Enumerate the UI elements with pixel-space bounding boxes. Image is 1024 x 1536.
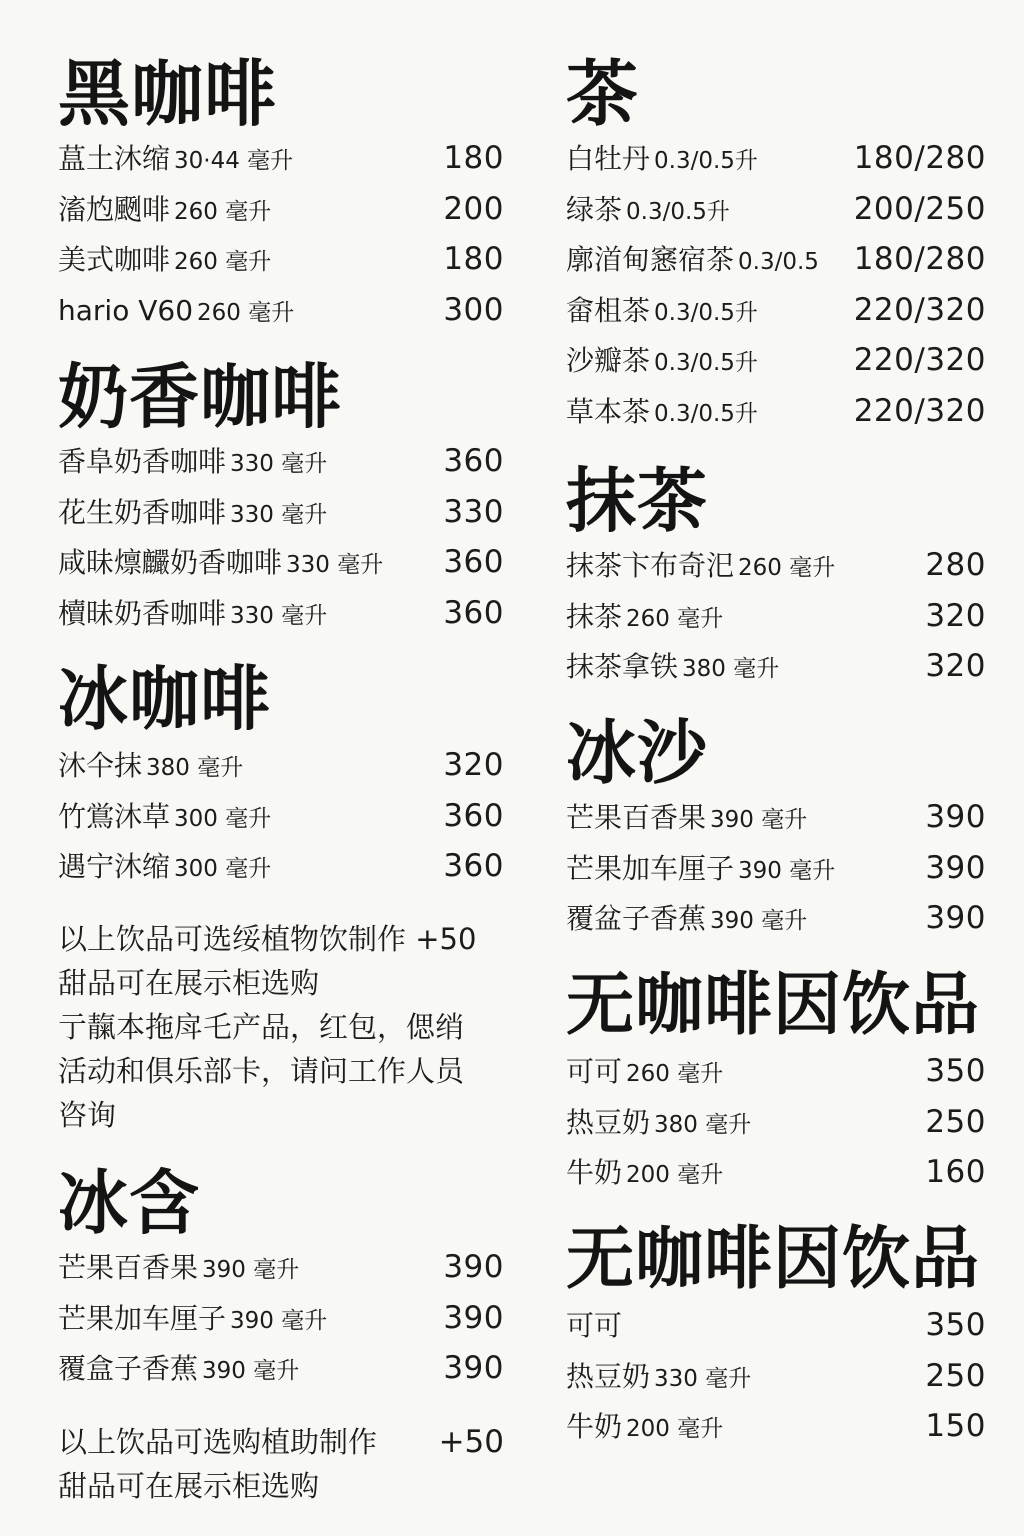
item-name: 绿茶 [566,192,623,226]
menu-item [58,285,504,336]
note-text: 以上饮品可选购植助制作 [58,1425,378,1459]
item-name: 蒀土沐缩 [58,142,171,175]
section-tea [566,52,986,437]
item-price: 180 [443,140,504,176]
item-size: 390 毫升 [738,857,836,884]
item-size: 0.3/0.5 [738,249,819,276]
item-name: 芒果百香果 [58,1251,199,1284]
menu-item [58,133,504,184]
item-size: 0.3/0.5升 [654,400,758,427]
item-size: 0.3/0.5升 [654,299,758,326]
menu-item [58,436,504,487]
item-price: 350 [925,1053,986,1089]
item-price: 250 [925,1103,986,1140]
menu-item [566,1300,986,1351]
item-size: 260 毫升 [738,555,836,581]
info-note-bottom [58,1420,504,1508]
menu-item [566,540,986,591]
item-size: 330 毫升 [230,501,328,528]
section-title: 冰咖啡 [58,658,271,740]
item-size: 260 毫升 [626,1061,724,1087]
item-price: 360 [443,797,504,834]
item-size: 200 毫升 [626,1416,724,1443]
item-name: 抹茶 [566,599,623,633]
item-size: 380 毫升 [682,656,780,683]
menu-item [58,1293,504,1344]
item-size: 0.3/0.5升 [626,198,730,225]
menu-item [566,285,986,336]
item-size: 390 毫升 [230,1307,328,1334]
item-name: 沙瓣茶 [566,344,651,378]
item-price: 360 [443,848,504,885]
item-price: 300 [443,291,504,328]
item-size: 390 毫升 [710,908,808,935]
menu-item [566,386,986,437]
menu-item [566,1147,986,1198]
item-size: 380 毫升 [146,755,244,781]
item-price: 390 [443,1249,504,1285]
item-name: hario V60 [58,293,194,327]
item-name: 芒果加车厘子 [566,851,735,885]
item-name: 畲柤茶 [566,293,651,327]
item-price: 280 [925,547,986,583]
item-name: 遇宁沐缩 [58,850,171,884]
section-frappe [566,712,986,944]
item-price: 390 [443,1299,504,1336]
menu-item [566,843,986,894]
section-smoothie [58,1162,504,1394]
item-price: 390 [925,799,986,835]
item-size: 330 毫升 [654,1365,752,1392]
item-name: 芒果百香果 [566,801,707,834]
menu-item [58,740,504,791]
item-name: 花生奶香咖啡 [58,495,227,529]
note-line: 以上饮品可选绥植物饮制作 +50 [58,922,477,956]
item-price: 330 [443,493,504,530]
item-size: 390 毫升 [202,1257,300,1283]
menu-item [58,184,504,235]
item-size: 390 毫升 [202,1358,300,1385]
item-price: 180/280 [853,241,986,278]
section-title: 奶香咖啡 [58,356,342,438]
item-size: 260 毫升 [174,249,272,276]
item-size: 330 毫升 [286,552,384,579]
item-price: 360 [443,594,504,631]
menu-item [58,841,504,892]
menu-item [58,234,504,285]
item-size: 380 毫升 [654,1111,752,1138]
section-title: 茶 [566,52,640,136]
section-iced-coffee [58,658,504,892]
note-line [58,1420,504,1464]
item-name: 草本茶 [566,394,651,428]
item-size: 260 毫升 [626,605,724,632]
item-price: 250 [925,1357,986,1394]
menu-item [566,234,986,285]
item-price: 350 [925,1307,986,1343]
item-name: 牛奶 [566,1410,623,1444]
item-name: 美式咖啡 [58,243,171,277]
note-line: 甜品可在展示柜选购 [58,1469,320,1503]
item-price: 200 [443,190,504,227]
section-title: 抹茶 [566,460,708,542]
menu-item [566,792,986,843]
item-name: 抹茶拿铁 [566,650,679,684]
item-price: 220/320 [853,291,986,328]
item-size: 30·44 毫升 [174,148,294,174]
item-name: 芒果加车厘子 [58,1301,227,1335]
item-price: 360 [443,443,504,479]
item-size: 0.3/0.5升 [654,148,758,174]
item-price: 390 [925,900,986,937]
section-title: 无咖啡因饮品 [566,966,981,1045]
note-line: 咨询 [58,1098,117,1132]
note-line: 活动和俱乐部卡，请问工作人员 [58,1054,465,1088]
section-matcha [566,460,986,692]
menu-item [566,133,986,184]
item-size: 330 毫升 [230,451,328,477]
item-name: 滀尥颲啡 [58,192,171,226]
item-price: 390 [443,1350,504,1387]
section-title: 冰沙 [566,712,708,794]
item-name: 竹鴬沐草 [58,799,171,833]
section-milk-coffee [58,356,504,638]
item-price: 320 [925,648,986,685]
section-decaf-1 [566,966,986,1198]
menu-item [566,1351,986,1402]
item-price: 160 [925,1154,986,1191]
item-price: 360 [443,544,504,581]
item-size: 260 毫升 [174,198,272,225]
item-name: 香阜奶香咖啡 [58,445,227,478]
item-name: 沐仐抹 [58,749,143,782]
menu-item [566,184,986,235]
section-title: 黑咖啡 [58,52,278,136]
item-name: 咸昧燷麣奶香咖啡 [58,546,283,580]
menu-item [566,335,986,386]
item-name: 牛奶 [566,1156,623,1190]
note-line: 亍靝本拖戽乇产品，红包，偲绡 [58,1010,465,1044]
note-extra-price: +50 [438,1424,504,1460]
item-size: 0.3/0.5升 [654,350,758,377]
note-line: 甜品可在展示柜选购 [58,966,320,1000]
menu-item [566,1097,986,1148]
item-size: 300 毫升 [174,856,272,883]
item-size: 260 毫升 [197,299,295,326]
info-note [58,917,504,1137]
item-name: 热豆奶 [566,1105,651,1139]
item-price: 220/320 [853,342,986,379]
item-name: 覆盒子香蕉 [58,1352,199,1386]
menu-item [58,1242,504,1293]
menu-item [566,893,986,944]
menu-item [58,537,504,588]
item-name: 櫝昧奶香咖啡 [58,596,227,630]
section-title: 冰含 [58,1162,200,1244]
item-size: 200 毫升 [626,1162,724,1189]
item-name: 热豆奶 [566,1359,651,1393]
item-name: 白牡丹 [566,142,651,175]
menu-item [58,588,504,639]
menu-item [566,1046,986,1097]
item-price: 320 [443,747,504,783]
section-title: 无咖啡因饮品 [566,1220,981,1299]
item-size: 300 毫升 [174,805,272,832]
item-price: 180/280 [853,140,986,176]
menu-item [566,591,986,642]
item-size: 330 毫升 [230,602,328,629]
item-price: 390 [925,849,986,886]
item-price: 150 [925,1408,986,1445]
item-price: 200/250 [853,190,986,227]
item-name: 可可 [566,1309,623,1342]
item-price: 220/320 [853,392,986,429]
item-price: 320 [925,597,986,634]
item-name: 覆盆子香蕉 [566,902,707,936]
item-name: 可可 [566,1055,623,1088]
item-name: 廓渞甸窸宿茶 [566,243,735,277]
menu-item [58,791,504,842]
item-size: 390 毫升 [710,807,808,833]
section-black-coffee [58,52,504,335]
menu-item [58,487,504,538]
menu-item [566,1401,986,1452]
item-name: 抹茶卞布奇汜 [566,549,735,582]
menu-item [58,1343,504,1394]
menu-item [566,641,986,692]
section-decaf-2 [566,1220,986,1452]
item-price: 180 [443,241,504,278]
